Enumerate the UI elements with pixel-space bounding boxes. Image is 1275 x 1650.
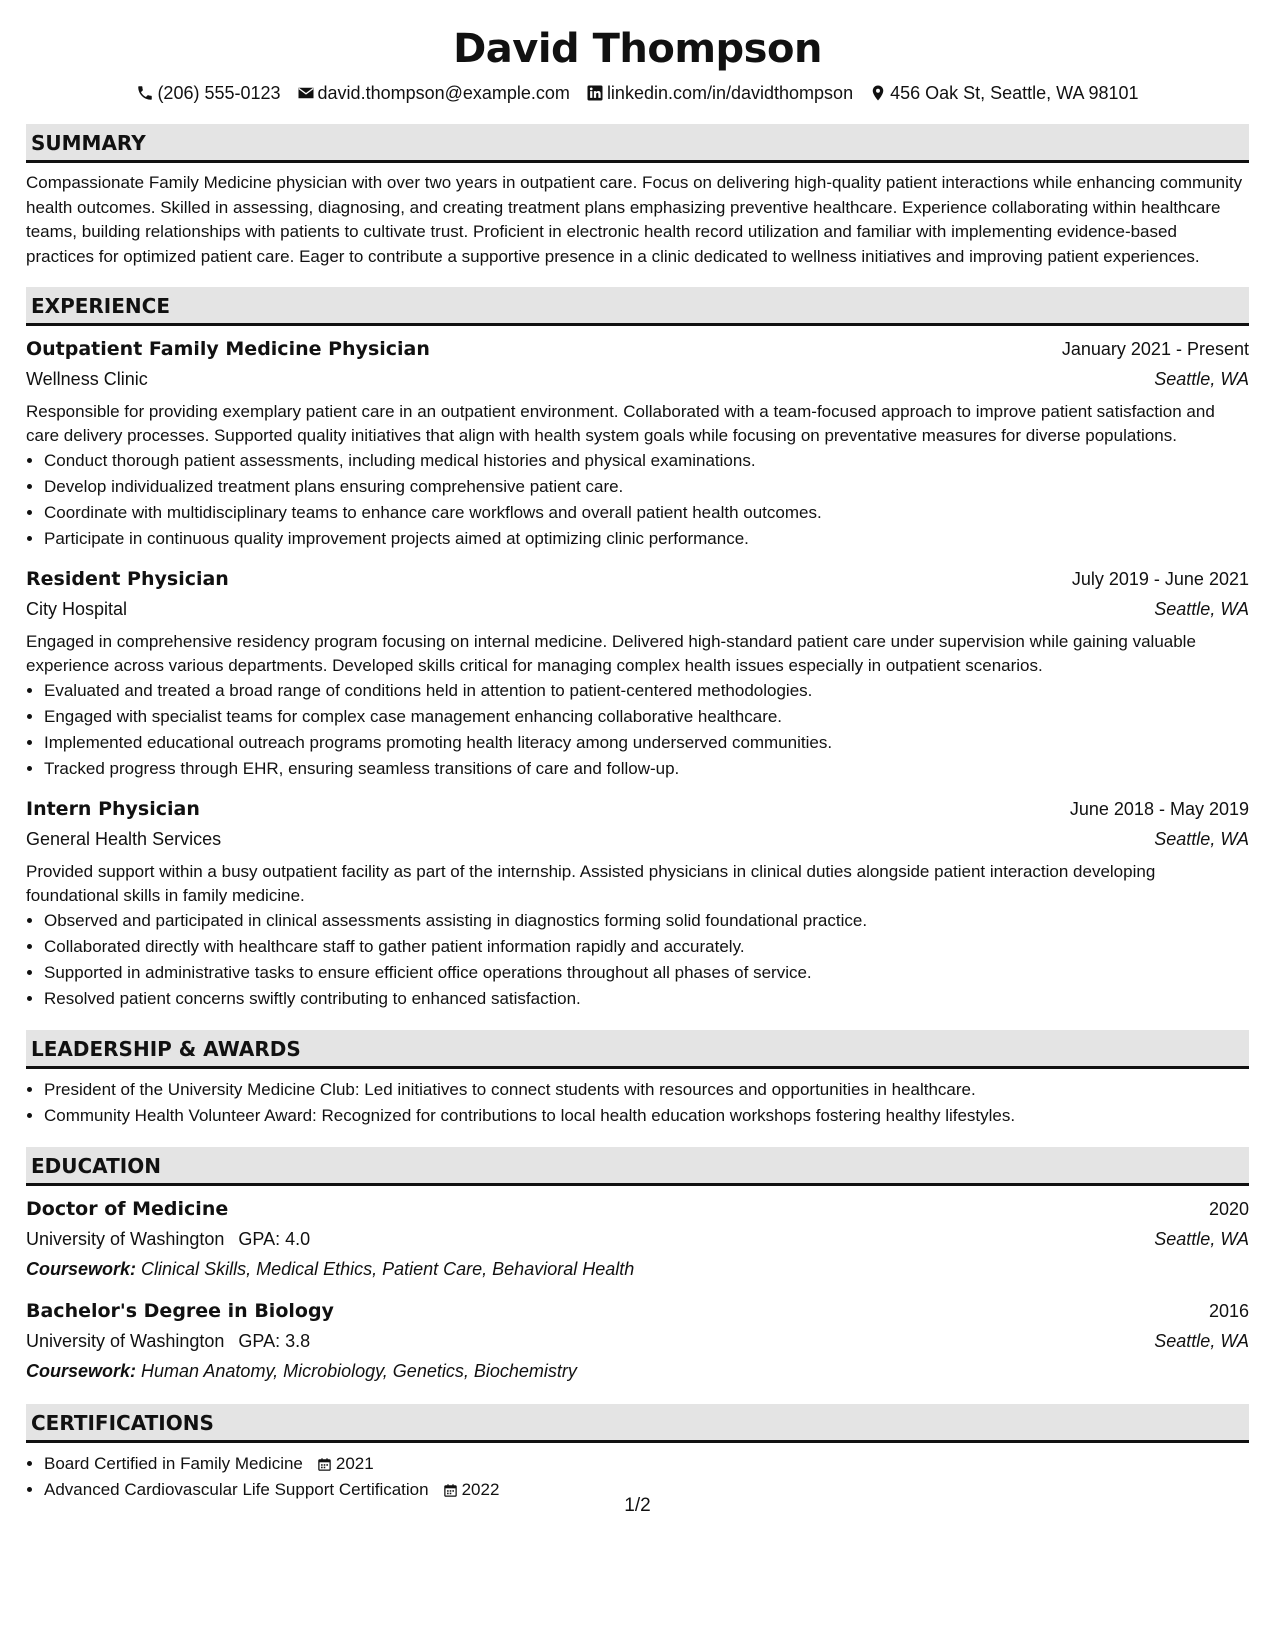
education-entry [26,1194,1249,1284]
page-number: 1/2 [624,1495,651,1516]
job-location: Seattle, WA [1154,599,1249,619]
coursework [26,1254,1249,1284]
graduation-year: 2020 [1208,1199,1249,1219]
coursework-label: Coursework: [26,1259,137,1279]
list-item [44,1451,1249,1477]
email-address[interactable]: david.thompson@example.com [317,83,570,103]
education-entry [26,1296,1249,1386]
list-item: • Evaluated and treated a broad range of conditions held in attention to patient-centered methodologies. [44,678,1249,704]
list-item: • Participate in continuous quality improvement projects aimed at optimizing clinic performance. [44,526,1249,552]
leadership-list [26,1077,1249,1129]
graduation-year: 2016 [1208,1301,1249,1321]
map-pin-icon [869,84,887,102]
list-item: • Community Health Volunteer Award: Recognized for contributions to local health education workshops fostering healthy lifestyles. [44,1103,1249,1129]
list-item: • President of the University Medicine Club: Led initiatives to connect students with resources and opportunities in healthcare. [44,1077,1249,1103]
calendar-icon [317,1457,332,1472]
certification-year: 2022 [461,1480,500,1499]
job-dates: July 2019 - June 2021 [1071,569,1249,589]
coursework-label: Coursework: [26,1361,137,1381]
contact-linkedin[interactable] [586,80,853,106]
contact-phone [136,80,280,106]
envelope-icon [297,84,315,102]
school-line [26,1224,310,1254]
list-item: • Supported in administrative tasks to ensure efficient office operations throughout all phases of service. [44,960,1249,986]
certification-name: • Advanced Cardiovascular Life Support Certification [44,1480,429,1499]
job-employer: City Hospital [26,599,128,619]
coursework-list: Human Anatomy, Microbiology, Genetics, Biochemistry [141,1361,577,1381]
school-location: Seattle, WA [1154,1331,1249,1351]
certification-year: 2021 [335,1454,374,1473]
job-location: Seattle, WA [1154,829,1249,849]
gpa: GPA: 3.8 [238,1331,311,1351]
degree-title: Doctor of Medicine [26,1198,229,1220]
job-title: Intern Physician [26,798,200,820]
phone-number: (206) 555-0123 [157,83,281,103]
job-bullets [26,448,1249,552]
experience-entry [26,334,1249,552]
certification-name: • Board Certified in Family Medicine [44,1454,303,1473]
school-name: University of Washington [26,1331,225,1351]
section-heading-education: EDUCATION [26,1147,1249,1186]
job-title: Resident Physician [26,568,229,590]
list-item: • Engaged with specialist teams for complex case management enhancing collaborative healthcare. [44,704,1249,730]
coursework-list: Clinical Skills, Medical Ethics, Patient Care, Behavioral Health [141,1259,635,1279]
list-item: • Develop individualized treatment plans ensuring comprehensive patient care. [44,474,1249,500]
experience-entry [26,794,1249,1012]
contact-bar [26,80,1249,106]
candidate-name: David Thompson [453,26,822,72]
degree-title: Bachelor's Degree in Biology [26,1300,334,1322]
section-heading-leadership: LEADERSHIP & AWARDS [26,1030,1249,1069]
gpa: GPA: 4.0 [238,1229,311,1249]
job-description: Responsible for providing exemplary patient care in an outpatient environment. Collaborated with a team-focused approach to improve patient satisfaction and care delivery processes. Supported quality initiatives that align with health system goals while focusing on preventative measures for diverse populations. [26,402,1215,445]
school-name: University of Washington [26,1229,225,1249]
job-location: Seattle, WA [1154,369,1249,389]
job-dates: January 2021 - Present [1061,339,1249,359]
section-heading-certifications: CERTIFICATIONS [26,1404,1249,1443]
experience-entry [26,564,1249,782]
job-description: Engaged in comprehensive residency program focusing on internal medicine. Delivered high-standard patient care under supervision while gaining valuable experience across various departments. Developed skills critical for managing complex health issues especially in outpatient scenarios. [26,632,1196,675]
school-line [26,1326,310,1356]
street-address: 456 Oak St, Seattle, WA 98101 [890,83,1139,103]
job-employer: General Health Services [26,829,222,849]
section-heading-experience: EXPERIENCE [26,287,1249,326]
job-description: Provided support within a busy outpatient facility as part of the internship. Assisted physicians in clinical duties alongside patient interaction developing foundational skills in family medicine. [26,862,1156,905]
list-item: • Resolved patient concerns swiftly contributing to enhanced satisfaction. [44,986,1249,1012]
job-dates: June 2018 - May 2019 [1069,799,1249,819]
list-item: • Conduct thorough patient assessments, including medical histories and physical examinations. [44,448,1249,474]
contact-email[interactable] [297,80,570,106]
section-heading-summary: SUMMARY [26,124,1249,163]
phone-icon [136,84,154,102]
job-bullets [26,678,1249,782]
contact-address [869,80,1138,106]
summary-text: Compassionate Family Medicine physician with over two years in outpatient care. Focus on delivering high-quality patient interactions while enhancing community health outcomes. Skilled in assessing, diagnosing, and creating treatment plans emphasizing preventive healthcare. Experience collaborating within healthcare teams, building relationships with patients to cultivate trust. Proficient in electronic health record utilization and familiar with implementing evidence-based practices for optimized patient care. Eager to contribute a supportive presence in a clinic dedicated to wellness initiatives and improving patient experiences. [26,173,1243,266]
job-title: Outpatient Family Medicine Physician [26,338,430,360]
linkedin-url[interactable]: linkedin.com/in/davidthompson [606,83,854,103]
list-item: • Observed and participated in clinical assessments assisting in diagnostics forming solid foundational practice. [44,908,1249,934]
job-employer: Wellness Clinic [26,369,148,389]
list-item: • Coordinate with multidisciplinary teams to enhance care workflows and overall patient health outcomes. [44,500,1249,526]
list-item: • Implemented educational outreach programs promoting health literacy among underserved communities. [44,730,1249,756]
school-location: Seattle, WA [1154,1229,1249,1249]
coursework [26,1356,1249,1386]
job-bullets [26,908,1249,1012]
list-item: • Tracked progress through EHR, ensuring seamless transitions of care and follow-up. [44,756,1249,782]
linkedin-icon [586,84,604,102]
list-item: • Collaborated directly with healthcare staff to gather patient information rapidly and accurately. [44,934,1249,960]
